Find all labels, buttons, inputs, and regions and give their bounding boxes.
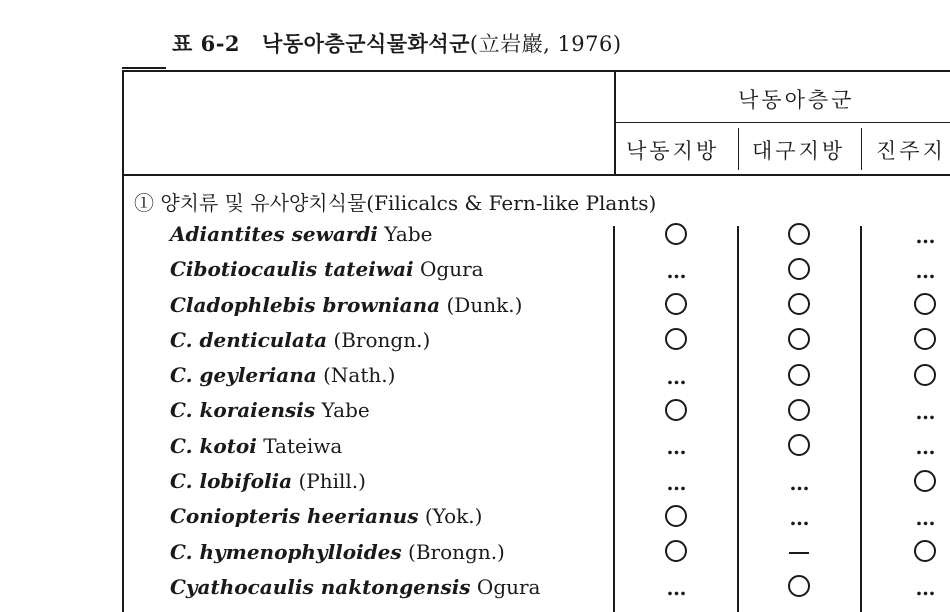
table-row [0, 359, 950, 394]
occurrence-cell [779, 469, 819, 495]
occurrence-cell [656, 293, 696, 317]
species-author: (Phill.) [292, 469, 366, 494]
species-author: Ogura [470, 574, 541, 599]
occurrence-cell [656, 504, 696, 528]
occurrence-cell [656, 434, 696, 460]
species-name [170, 398, 370, 422]
species-binomial: C. denticulata [170, 327, 328, 352]
present-mark-icon [665, 328, 687, 350]
absent-mark: … [666, 470, 686, 495]
occurrence-cell [656, 222, 696, 246]
table-row [0, 289, 950, 324]
absent-mark: … [915, 258, 935, 283]
occurrence-cell [905, 575, 945, 601]
occurrence-cell [779, 504, 819, 530]
present-mark-icon [788, 258, 810, 280]
species-name [170, 434, 342, 458]
top-rule-tick [122, 67, 166, 69]
table-header-rule [122, 174, 950, 176]
species-name [170, 469, 366, 493]
present-mark-icon [665, 505, 687, 527]
group-header: 낙동아층군 [738, 88, 855, 112]
present-mark-icon [788, 223, 810, 245]
species-binomial: Cibotiocaulis tateiwai [170, 257, 414, 282]
occurrence-cell [779, 257, 819, 281]
present-mark-icon [665, 540, 687, 562]
occurrence-cell [905, 257, 945, 283]
absent-mark: … [789, 505, 809, 530]
table-row [0, 218, 950, 253]
occurrence-cell [905, 363, 945, 387]
species-binomial: Cladophlebis browniana [170, 292, 441, 317]
table-row [0, 536, 950, 571]
species-author: Yabe [315, 398, 370, 423]
species-author: (Dunk.) [440, 292, 523, 317]
occurrence-cell [905, 293, 945, 317]
species-binomial: Cyathocaulis naktongensis [170, 574, 471, 599]
species-name [170, 575, 540, 599]
subgroup-rule [614, 122, 950, 123]
occurrence-cell [905, 540, 945, 564]
column-header-nakdong: 낙동지방 [626, 139, 720, 163]
absent-mark: … [666, 576, 686, 601]
species-binomial: Adiantites sewardi [170, 222, 378, 246]
occurrence-cell [779, 293, 819, 317]
species-name [170, 363, 395, 387]
occurrence-cell [779, 575, 819, 599]
present-mark-icon [788, 575, 810, 597]
species-binomial: C. koraiensis [170, 398, 316, 423]
dash-mark-icon [789, 552, 809, 554]
table-row [0, 465, 950, 500]
absent-mark: … [915, 399, 935, 424]
present-mark-icon [914, 293, 936, 315]
occurrence-cell [779, 398, 819, 422]
occurrence-cell [905, 504, 945, 530]
occurrence-cell [905, 398, 945, 424]
table-row [0, 394, 950, 429]
column-header-jinju: 진주지 [876, 139, 946, 163]
table-row [0, 430, 950, 465]
table-title: 낙동아층군식물화석군 [262, 31, 470, 56]
absent-mark: … [915, 223, 935, 248]
occurrence-cell [656, 540, 696, 564]
species-name [170, 222, 432, 246]
species-binomial: C. geyleriana [170, 363, 317, 388]
present-mark-icon [788, 328, 810, 350]
absent-mark: … [789, 470, 809, 495]
present-mark-icon [665, 293, 687, 315]
occurrence-cell [656, 363, 696, 389]
table-row [0, 571, 950, 606]
species-author: (Brongn.) [401, 539, 505, 564]
present-mark-icon [665, 399, 687, 421]
absent-mark: … [915, 505, 935, 530]
present-mark-icon [788, 364, 810, 386]
column-divider [738, 128, 739, 170]
occurrence-cell [656, 328, 696, 352]
table-row [0, 253, 950, 288]
present-mark-icon [914, 470, 936, 492]
table-caption [172, 28, 622, 58]
table-reference: (立岩巖, 1976) [469, 32, 622, 56]
species-name [170, 257, 484, 281]
species-author: (Yok.) [418, 504, 483, 529]
absent-mark: … [915, 576, 935, 601]
species-name [170, 328, 430, 352]
section-heading: ① 양치류 및 유사양치식물(Filicalcs & Fern-like Plants) [134, 191, 657, 215]
table-top-rule [122, 70, 950, 72]
species-author: Yabe [377, 222, 433, 246]
present-mark-icon [914, 540, 936, 562]
occurrence-cell [905, 469, 945, 493]
present-mark-icon [788, 399, 810, 421]
column-header-daegu: 대구지방 [752, 139, 846, 163]
species-name [170, 504, 482, 528]
absent-mark: … [666, 364, 686, 389]
occurrence-cell [656, 469, 696, 495]
present-mark-icon [665, 223, 687, 245]
species-binomial: C. hymenophylloides [170, 539, 402, 564]
species-author: (Nath.) [316, 363, 396, 388]
occurrence-cell [779, 363, 819, 387]
table-number: 표 6-2 [172, 31, 241, 56]
table-row [0, 324, 950, 359]
occurrence-cell [779, 328, 819, 352]
species-binomial: C. lobifolia [170, 469, 293, 494]
species-binomial: C. kotoi [170, 433, 257, 458]
absent-mark: … [666, 435, 686, 460]
species-name [170, 293, 522, 317]
absent-mark: … [915, 435, 935, 460]
table-body [0, 218, 950, 606]
occurrence-cell [656, 398, 696, 422]
species-binomial: Coniopteris heerianus [170, 504, 419, 529]
occurrence-cell [905, 328, 945, 352]
occurrence-cell [905, 434, 945, 460]
occurrence-cell [656, 257, 696, 283]
species-author: Tateiwa [256, 433, 343, 458]
present-mark-icon [788, 293, 810, 315]
species-author: Ogura [413, 257, 484, 282]
present-mark-icon [914, 328, 936, 350]
occurrence-cell [779, 434, 819, 458]
present-mark-icon [914, 364, 936, 386]
occurrence-cell [656, 575, 696, 601]
absent-mark: … [666, 258, 686, 283]
table-row [0, 500, 950, 535]
species-name [170, 540, 505, 564]
present-mark-icon [788, 434, 810, 456]
species-author: (Brongn.) [327, 327, 431, 352]
column-divider [861, 128, 862, 170]
occurrence-cell [905, 222, 945, 248]
occurrence-cell [779, 540, 819, 564]
occurrence-cell [779, 222, 819, 246]
